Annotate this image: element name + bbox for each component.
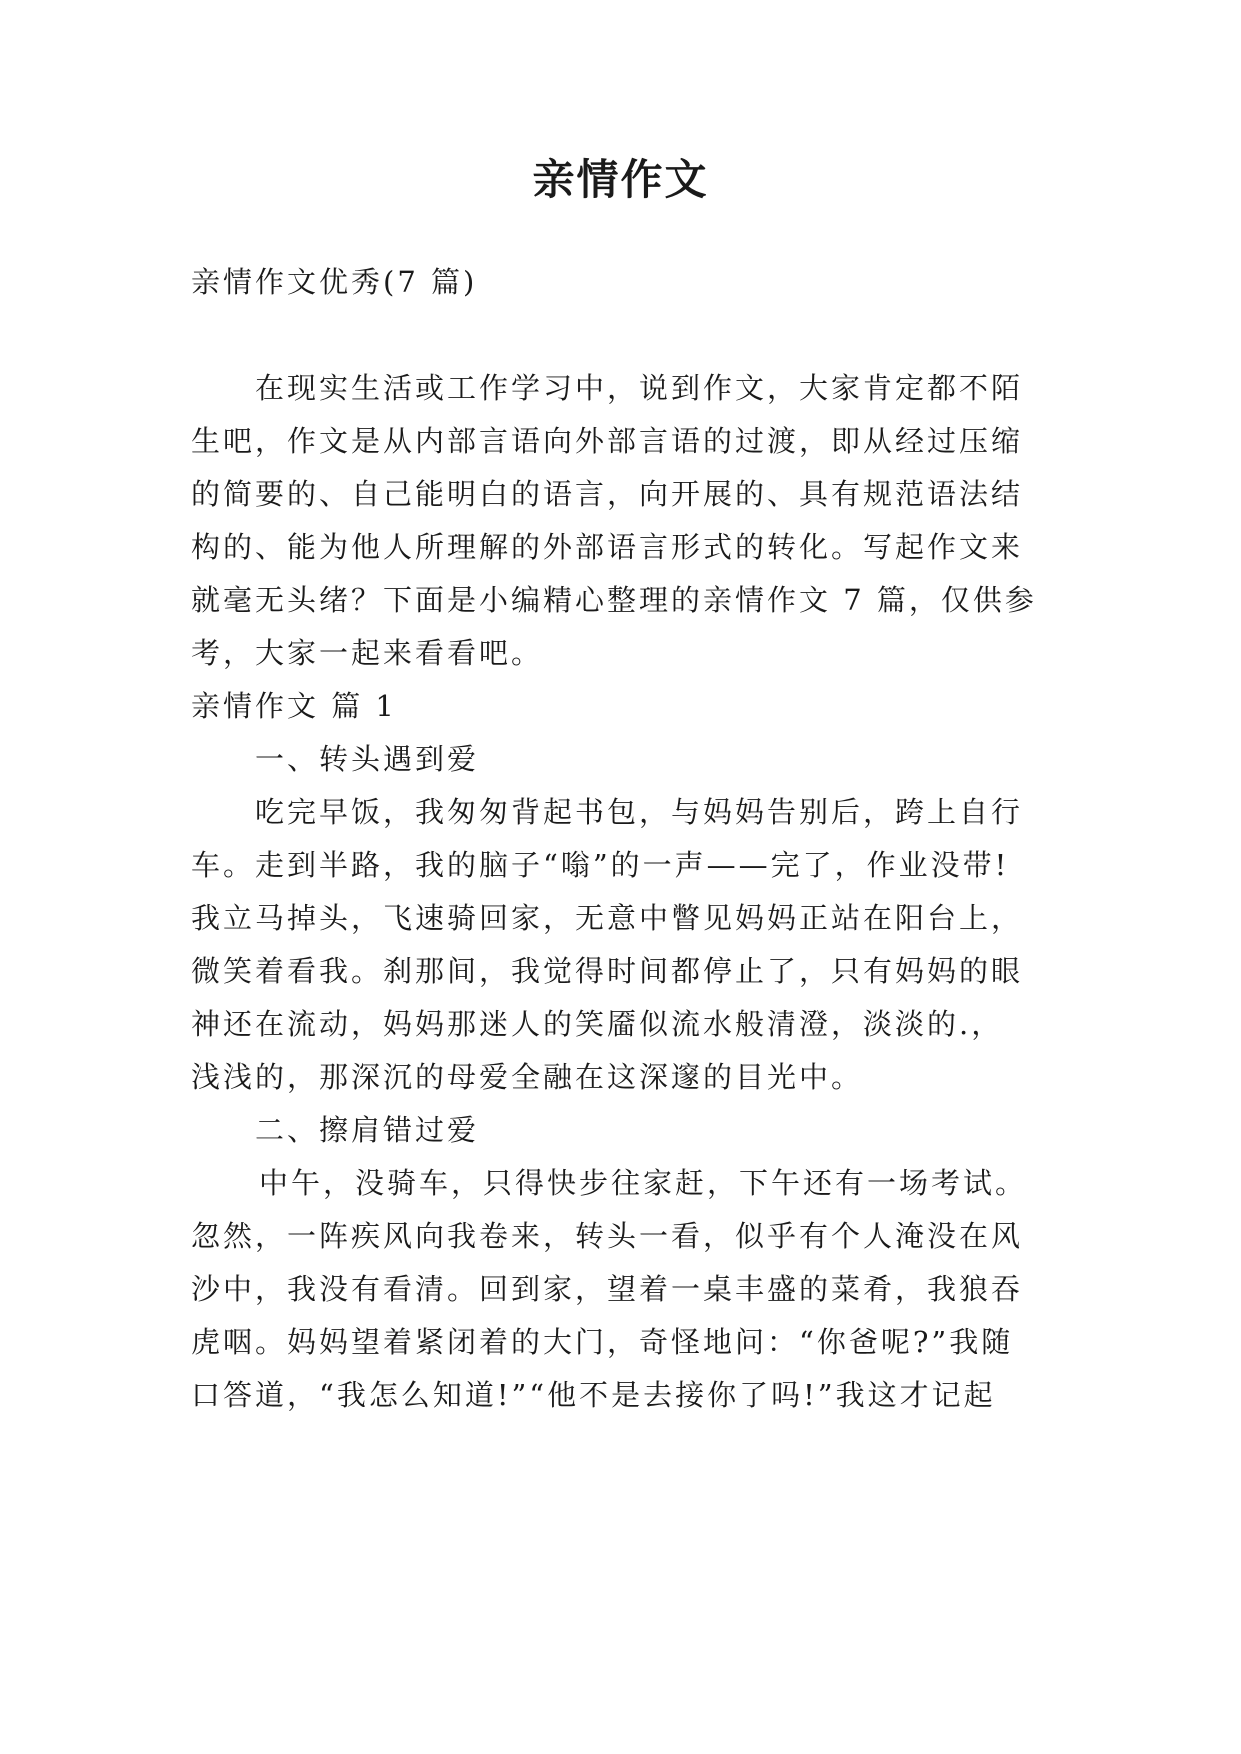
part2-line-3: 沙中，我没有看清。回到家，望着一桌丰盛的菜肴，我狼吞 xyxy=(191,1272,1024,1306)
intro-line-3: 的简要的、自己能明白的语言，向开展的、具有规范语法结 xyxy=(191,477,1024,511)
intro-line-5: 就毫无头绪？下面是小编精心整理的亲情作文 7 篇，仅供参 xyxy=(191,583,1037,617)
intro-line-6: 考，大家一起来看看吧。 xyxy=(191,636,544,670)
part1-line-2: 车。走到半路，我的脑子“嗡”的一声——完了，作业没带! xyxy=(191,848,1010,882)
part2-line-2: 忽然，一阵疾风向我卷来，转头一看，似乎有个人淹没在风 xyxy=(191,1219,1024,1253)
document-title: 亲情作文 xyxy=(532,155,709,204)
part2-heading: 二、擦肩错过爱 xyxy=(255,1113,480,1147)
part1-line-3: 我立马掉头，飞速骑回家，无意中瞥见妈妈正站在阳台上， xyxy=(191,901,1024,935)
intro-line-2: 生吧，作文是从内部言语向外部言语的过渡，即从经过压缩 xyxy=(191,424,1024,458)
intro-line-1: 在现实生活或工作学习中，说到作文，大家肯定都不陌 xyxy=(255,371,1024,405)
part2-line-1: 中午，没骑车，只得快步往家赶，下午还有一场考试。 xyxy=(259,1166,1028,1200)
part2-line-5: 口答道，“我怎么知道!”“他不是去接你了吗!”我这才记起 xyxy=(191,1378,996,1412)
section-heading: 亲情作文 篇 1 xyxy=(191,689,397,723)
intro-line-4: 构的、能为他人所理解的外部语言形式的转化。写起作文来 xyxy=(191,530,1024,564)
part1-heading: 一、转头遇到爱 xyxy=(255,742,480,776)
document-subtitle: 亲情作文优秀(7 篇) xyxy=(191,265,478,299)
part1-line-4: 微笑着看我。刹那间，我觉得时间都停止了，只有妈妈的眼 xyxy=(191,954,1024,988)
part2-line-4: 虎咽。妈妈望着紧闭着的大门，奇怪地问：“你爸呢?”我随 xyxy=(191,1325,1014,1359)
part1-line-1: 吃完早饭，我匆匆背起书包，与妈妈告别后，跨上自行 xyxy=(255,795,1024,829)
part1-line-6: 浅浅的，那深沉的母爱全融在这深邃的目光中。 xyxy=(191,1060,864,1094)
part1-line-5: 神还在流动，妈妈那迷人的笑靥似流水般清澄，淡淡的.， xyxy=(191,1007,1004,1041)
